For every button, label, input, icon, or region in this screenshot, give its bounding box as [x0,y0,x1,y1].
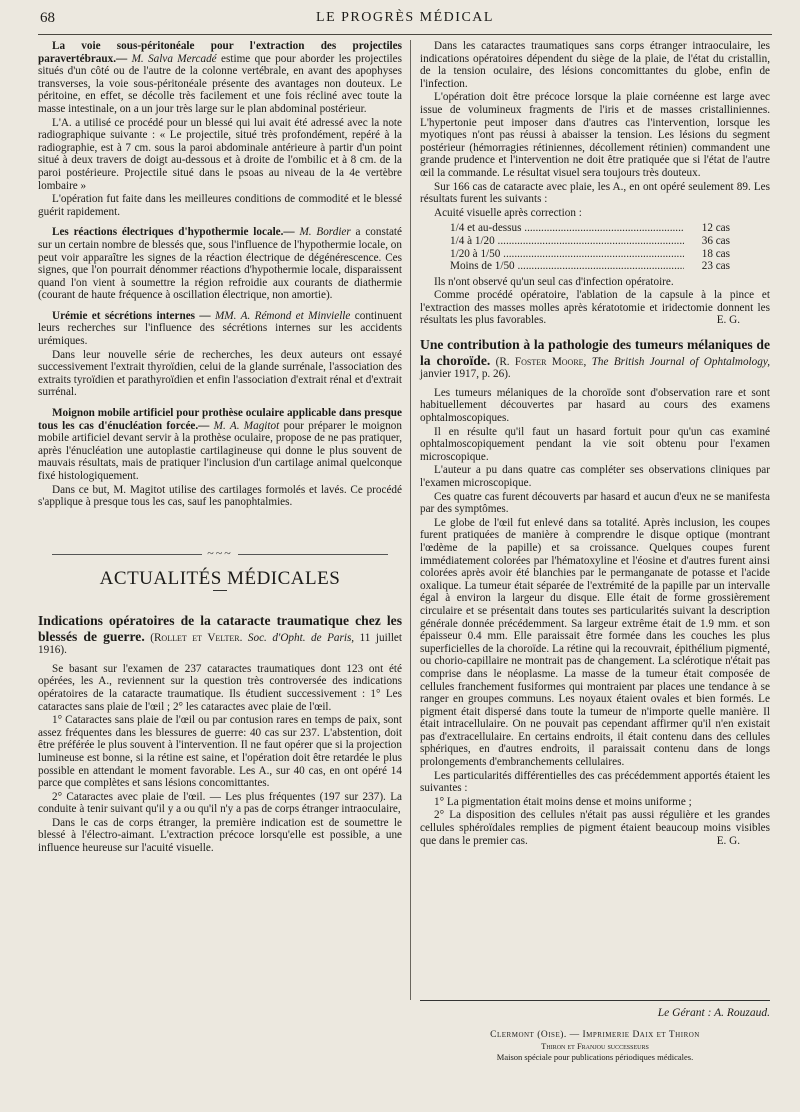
printer-imprint [420,1030,770,1063]
paragraph [38,407,402,483]
article-journal: The British Journal of Ophtalmology, [591,355,770,368]
paragraph: Dans le cas de corps étranger, la première indication est de soumettre le blessé à l'électro-aimant. L'extraction précoce lorsqu'elle est possible, a une influence heureuse sur l'acuité visuelle. [38,816,402,855]
paragraph [38,40,402,116]
acuity-count: 36 cas [701,234,730,247]
paragraph: L'auteur a pu dans quatre cas compléter ses observations cliniques par l'examen microscopique. [420,464,770,489]
list-item [450,248,730,261]
acuity-list [450,222,770,272]
list-item [450,260,730,273]
paragraph: L'opération doit être précoce lorsque la plaie cornéenne est large avec issue de volumineux fragments de l'iris et de masses cristalliniennes. L'hypertonie peut imposer dans d'autres cas l'intervention, lorsque les myotiques n'ont pas réussi à abaisser la tension. Les lésions du segment postérieur (hémorragies rétiniennes, décollement rétinien) commandent une grande prudence et l'intervention ne doit être pratiquée que si l'état de l'autre œil la commande. Le résultat visuel sera toujours très douteux. [420,91,770,179]
paragraph: Sur 166 cas de cataracte avec plaie, les A., en ont opéré seulement 89. Les résultats furent les suivants : [420,180,770,206]
item-text: continuent leurs recherches sur l'influence des sécrétions internes sur les accidents urémiques. [38,309,403,348]
acuity-label: Moins de 1/50 ..... [450,260,684,273]
paragraph: L'opération fut faite dans les meilleures conditions de commodité et le blessé guérit rapidement. [38,193,402,218]
paragraph: Ces quatre cas furent découverts par hasard et aucun d'eux ne se manifesta par des symptômes. [420,490,770,516]
paragraph: 1° La pigmentation était moins dense et moins uniforme ; [434,795,692,808]
article-journal: Soc. d'Opht. de Paris, [247,631,355,644]
acuity-count: 12 cas [701,222,730,235]
ornament-divider: ~~~ [38,547,402,560]
article-date: 11 juillet 1916). [38,631,402,657]
paragraph: Il en résulte qu'il faut un hasard fortuit pour qu'un cas examiné ophtalmoscopiquement pendant la vie soit obtenu pour l'examen microscopique. [420,425,770,463]
paragraph: Dans ce but, M. Magitot utilise des cartilages formolés et lavés. Ce procédé s'applique à presque tous les cas, sauf les panophtalmies. [38,483,402,509]
paragraph: Acuité visuelle après correction : [434,206,582,219]
paragraph-text: Comme procédé opératoire, l'ablation de la capsule à la pince et l'extraction des masses molles après kératotomie et iridectomie donnent les résultats les plus favorables. [420,289,770,327]
article-heading [420,337,770,381]
paragraph: 2° Cataractes avec plaie de l'œil. — Les plus fréquentes (197 sur 237). La conduite à tenir suivant qu'il y a ou qu'il n'y a pas de corps étranger intraoculaire, [38,790,402,816]
paragraph: Les tumeurs mélaniques de la choroïde sont d'observation rare et sont habituellement découvertes par hasard au cours des examens ophtalmoscopiques. [420,386,770,425]
paragraph: Dans les cataractes traumatiques sans corps étranger intraoculaire, les indications opératoires dépendent du siège de la plaie, de l'état du cristallin, de la tension oculaire, des lésions concomittantes du globe, enfin de l'infection. [420,40,770,90]
item-text: a constaté sur un certain nombre de blessés que, sous l'influence de l'hypothermie locale, on peut voir apparaître les signes de la réaction électrique de dégénérescence. Ces signes, que l'on pourrait dénommer réactions d'hypothermie locale, disparaissent quand l'on vient à soumettre la région refroidie aux courants de diathermie (courant de haute fréquence à oscillation électrique, non amortie). [38,226,402,302]
paragraph: 1° Cataractes sans plaie de l'œil ou par contusion rares en temps de paix, sont assez fréquentes dans les blessures de guerre: 40 cas sur 237. L'abstention, doit être préférée le plus souvent à l'intervention. Il ne faut opérer que si la projection lumineuse est bonne, si la rétine est saine, et l'opération doit être retardée le plus possible en attendant le moment favorable. Les A., sur 40 cas, en ont opéré 14 parce que complètes et sans lésions concomittantes. [38,714,402,790]
printer-line: Clermont (Oise). — Imprimerie Daix et Thiron [490,1030,700,1040]
paragraph: L'A. a utilisé ce procédé pour un blessé qui lui avait été adressé avec la note radiographique suivante : « Le projectile, situé très profondément, repéré à la radiographie, est à 7 cm. sous la paroi abdominale antérieure à partir d'un point situé à deux travers de doigt au-dessous et à droite de l'ombilic et à 8 cm. de la paroi postérieure. Projectile situé dans le psoas au niveau de la 4e vertèbre lombaire » [38,116,402,192]
paragraph: Les particularités différentielles des cas précédemment apportés étaient les suivantes : [420,769,770,795]
article-ref: (R. Foster Moore, [490,355,592,368]
page-header [40,8,770,32]
section-title: ACTUALITÉS MÉDICALES [99,568,341,590]
printer-line: Thiron et Franjou successeurs [541,1041,649,1051]
item-author: MM. A. Rémond et Minvielle [214,309,351,322]
left-column [38,40,402,856]
article-title: Une contribution à la pathologie des tumeurs mélaniques de la choroïde. [420,337,770,368]
paragraph [38,226,402,302]
printer-line: Maison spéciale pour publications périodiques médicales. [496,1052,694,1062]
signature: E. G. [716,314,740,327]
paragraph: Dans leur nouvelle série de recherches, les deux auteurs ont essayé successivement l'extrait thyroïdien, celui de la glande surrénale, l'association des extraits tyroïdien et parathyroïdien et enfin l'association d'extrait rénal et d'extrait surrénal. [38,348,402,399]
item-author: M. Salva Mercadé [131,52,217,65]
item-title: La voie sous-péritonéale pour l'extraction des projectiles paravertébraux.— [38,40,402,65]
item-author: M. A. Magitot [213,419,280,432]
paragraph: Se basant sur l'examen de 237 cataractes traumatiques dont 123 ont été opérées, les A., reviennent sur la question très controversée des indications opératoires de la cataracte traumatique. Ils étudient successivement : 1° Les cataractes sans plaie de l'œil ; 2° les cataractes avec plaie de l'œil. [38,662,402,713]
header-rule [38,34,772,35]
paragraph-text: 2° La disposition des cellules n'était pas aussi régulière et les grandes cellules sphéroïdales remplies de pigment étaient beaucoup moins visibles que dans le premier cas. [420,809,770,847]
item-title: Moignon mobile artificiel pour prothèse oculaire applicable dans presque tous les cas d'énucléation forcée.— [38,407,402,432]
acuity-count: 18 cas [701,247,730,260]
item-title: Urémie et sécrétions internes — [52,309,211,322]
gerant-line [420,1000,770,1019]
list-item [450,222,730,235]
right-column [420,40,770,848]
item-text: pour préparer le moignon mobile artificiel devant servir à la prothèse oculaire, propose de ne pas pratiquer, après l'énucléation une autoplastie cartilagineuse qui donne le plus souvent de mauvais résultats, mais de pratiquer l'inclusion d'un cartilage animal quelconque fixé histologiquement. [38,419,402,482]
list-item [450,235,730,248]
item-author: M. Bordier [299,226,351,239]
running-title: LE PROGRÈS MÉDICAL [316,10,494,25]
section-rule [213,590,227,591]
acuity-label: 1/20 à 1/50 ..... [450,248,684,261]
column-divider [410,40,411,1000]
acuity-label: 1/4 à 1/20 ..... [450,235,684,248]
paragraph [420,809,770,847]
acuity-label: 1/4 et au-dessus ..... [450,222,684,235]
article-ref: (Rollet et Velter. [144,631,248,644]
item-title: Les réactions électriques d'hypothermie locale.— [52,226,295,239]
article-heading [38,613,402,657]
page-number: 68 [40,10,55,26]
gerant-text: Le Gérant : A. Rouzaud. [657,1007,770,1019]
article-date: janvier 1917, p. 26). [420,368,511,381]
paragraph [38,310,402,348]
paragraph: Le globe de l'œil fut enlevé dans sa totalité. Après inclusion, les coupes furent pratiquées de manière à comprendre le disque optique (montrant l'œdème de la papille) et sa croissance. Quelques coupes furent immédiatement colorées par l'hématoxyline et l'éosine et d'autres furent ainsi colorées après avoir été blanchies par le permanganate de potasse et l'acide oxalique. La tumeur était séparée de l'extrémité de la papille par un intervalle égal à environ la largeur du disque. Elle était de forme grossièrement circulaire et se présentait dans toutes ses particularités suivant la description générale donnée précédemment. Sa largeur extrême était de 1.9 mm. et son épaisseur 0.4 mm. Elle paraissait être formée dans les couches les plus superficielles de la choroïde. La rétine qui la recouvrait, épithélium pigmenté, ou chorio-capillaire ne montrait pas de changement. La sclérotique n'était pas comprise dans le néoplasme. La masse de la tumeur était composée de cellules franchement fusiformes qui montraient par places une tendance à se ranger en groupes communs. Les noyaux étaient ovales et bien formés. Le pigment était dispersé dans toute la tumeur de n'importe quelle manière. Il était intracellulaire. On ne pouvait pas cependant affirmer qu'il n'en existait pas d'extracellulaire. En certains endroits, il était contenu dans des cellules sphériques, en d'autres endroits, il paraissait contenu dans de longs prolongements d'embranchements cellulaires. [420,516,770,769]
signature: E. G. [716,834,740,847]
item-text: estime que pour aborder les projectiles situés d'un côté ou de l'autre de la colonne vertébrale, en avant des apophyses transverses, la voie sous-péritonéale présente des avantages non douteux. Le péritoine, en effet, se décolle très facilement et une fois récliné avec toute la masse intestinale, on a un jour très large sur le plan abdominal postérieur. [38,52,402,115]
article-title: Indications opératoires de la cataracte traumatique chez les blessés de guerre. [38,612,402,644]
acuity-count: 23 cas [701,260,730,273]
paragraph [420,289,770,327]
paragraph: Ils n'ont observé qu'un seul cas d'infection opératoire. [434,275,674,288]
